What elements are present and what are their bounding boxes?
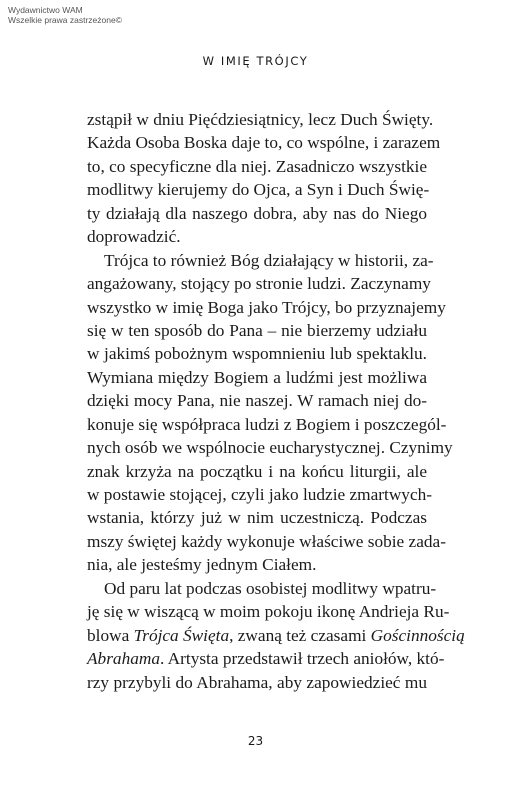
text-line: zstąpił w dniu Pięćdziesiątnicy, lecz Duch Święty. [87,110,434,129]
text-line [87,647,445,670]
text-line: mszy świętej każdy wykonuje właściwe sobie zada- [87,531,446,551]
icon-alt-title-italic-cont: Abrahama [87,649,160,669]
text-line: ję się w wiszącą w moim pokoju ikonę Andrieja Ru- [87,602,450,622]
text-line: Trójca to również Bóg działający w historii, za- [104,250,434,270]
text-line: w jakimś pobożnym wspomnieniu lub spektaklu. [87,344,427,364]
page-number: 23 [247,734,264,748]
text-line: nych osób we wspólnocie eucharystycznej. Czynimy [87,438,453,458]
text-line: ty działają dla naszego dobra, aby nas do Niego [87,203,427,223]
text-line: modlitwy kierujemy do Ojca, a Syn i Duch Świę- [87,180,430,200]
running-head: W IMIĘ TRÓJCY [202,54,309,68]
text-line: nia, ale jesteśmy jednym Ciałem. [87,555,317,575]
text-line: się w ten sposób do Pana – nie bierzemy udziału [87,320,427,340]
text-run: , zwaną też czasami [229,625,371,645]
text-run: . Artysta przedstawił trzech aniołów, któ- [159,649,445,669]
icon-alt-title-italic: Gościnnością [370,625,465,645]
text-line: Od paru lat podczas osobistej modlitwy wpatru- [104,578,437,598]
text-line: w postawie stojącej, czyli jako ludzie zmartwych- [87,485,433,504]
watermark-copyright: Wszelkie prawa zastrzeżone© [8,15,122,25]
watermark-publisher: Wydawnictwo WAM [8,5,83,15]
text-line: znak krzyża na początku i na końcu liturgii, ale [87,461,427,481]
text-line: konuje się współpraca ludzi z Bogiem i poszczegól- [87,414,447,434]
text-line: wstania, którzy już w nim uczestniczą. Podczas [87,508,427,528]
text-line: angażowany, stojący po stronie ludzi. Zaczynamy [87,274,431,294]
text-line [87,624,465,647]
text-run: blowa [87,625,134,645]
body-text [87,108,465,694]
text-line: Każda Osoba Boska daje to, co wspólne, i zarazem [87,133,441,153]
text-line: doprowadzić. [87,227,181,247]
text-line: rzy przybyli do Abrahama, aby zapowiedzieć mu [87,672,427,692]
text-line: Wymiana między Bogiem a ludźmi jest możliwa [87,367,427,387]
text-line: dzięki mocy Pana, nie naszej. W ramach niej do- [87,391,427,411]
icon-title-italic: Trójca Święta [133,625,230,645]
text-line: to, co specyficzne dla niej. Zasadniczo wszystkie [87,156,427,176]
text-line: wszystko w imię Boga jako Trójcy, bo przyznajemy [87,297,446,317]
watermark [8,5,122,25]
